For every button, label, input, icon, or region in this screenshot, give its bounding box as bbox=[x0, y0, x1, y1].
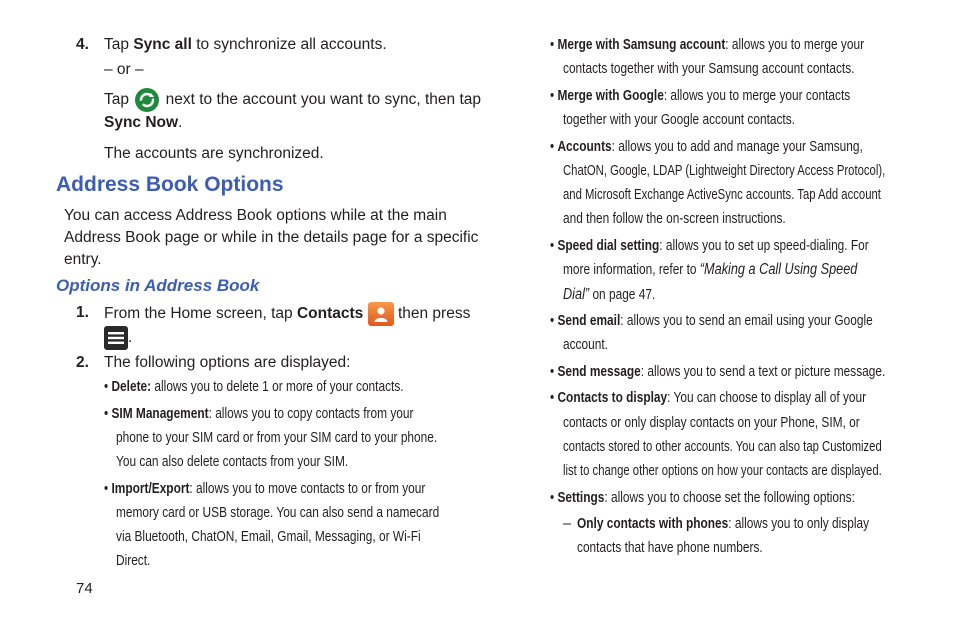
step-2-text: The following options are displayed: bbox=[104, 354, 351, 371]
option-import-export: • Import/Export: allows you to move contacts to or from your bbox=[104, 481, 426, 497]
option-merge-samsung: • Merge with Samsung account: allows you to merge your bbox=[550, 37, 865, 53]
option-accounts-line-4: and then follow the on-screen instructions. bbox=[563, 211, 786, 227]
contacts-term: Contacts bbox=[296, 305, 364, 323]
option-sim-management-line-3: You can also delete contacts from your SIM. bbox=[116, 454, 349, 470]
step-4-text: Tap Sync all to synchronize all accounts. bbox=[104, 36, 387, 53]
contacts-icon bbox=[368, 302, 394, 326]
page-number: 74 bbox=[76, 580, 93, 597]
option-contacts-to-display-line-3: contacts stored to other accounts. You can also tap Customized bbox=[563, 439, 882, 455]
sub-option-only-contacts-with-phones: Only contacts with phones: allows you to only display bbox=[577, 516, 870, 532]
option-import-export-line-3: via Bluetooth, ChatON, Email, Gmail, Messaging, or Wi-Fi bbox=[116, 529, 421, 545]
option-merge-samsung-line-2: contacts together with your Samsung account contacts. bbox=[563, 61, 855, 77]
step-1-text: From the Home screen, tap Contacts then press bbox=[104, 302, 470, 326]
menu-key-line: . bbox=[104, 326, 132, 350]
menu-key-icon bbox=[104, 326, 128, 350]
option-import-export-line-4: Direct. bbox=[116, 553, 151, 569]
option-speed-dial-line-3: Dial” on page 47. bbox=[563, 286, 656, 303]
option-delete: • Delete: allows you to delete 1 or more of your contacts. bbox=[104, 379, 404, 395]
option-speed-dial-line-2: more information, refer to “Making a Call Using Speed bbox=[563, 261, 858, 278]
option-accounts: • Accounts: allows you to add and manage your Samsung, bbox=[550, 139, 863, 155]
step-2-number: 2. bbox=[76, 354, 89, 371]
sub-option-dash: – bbox=[563, 516, 572, 532]
sync-icon bbox=[135, 88, 159, 112]
option-import-export-line-2: memory card or USB storage. You can also send a namecard bbox=[116, 505, 440, 521]
synced-text: The accounts are synchronized. bbox=[104, 145, 324, 162]
intro-line-1: You can access Address Book options while at the main bbox=[64, 207, 447, 224]
option-settings: • Settings: allows you to choose set the following options: bbox=[550, 490, 855, 506]
option-speed-dial: • Speed dial setting: allows you to set up speed-dialing. For bbox=[550, 238, 869, 254]
page-heading: Address Book Options bbox=[56, 173, 284, 196]
sync-all-term: Sync all bbox=[133, 36, 192, 53]
sync-now-term: Sync Now bbox=[104, 114, 179, 131]
step-4 bbox=[76, 35, 89, 55]
section-subheading: Options in Address Book bbox=[56, 276, 260, 295]
cross-reference[interactable]: “Making a Call Using Speed bbox=[699, 261, 858, 278]
sub-option-only-contacts-with-phones-line-2: contacts that have phone numbers. bbox=[577, 540, 763, 556]
option-accounts-line-2: ChatON, Google, LDAP (Lightweight Directory Access Protocol), bbox=[563, 163, 886, 179]
option-accounts-line-3: and Microsoft Exchange ActiveSync accounts. Tap Add account bbox=[563, 187, 881, 203]
or-separator: – or – bbox=[104, 61, 144, 78]
option-sim-management-line-2: phone to your SIM card or from your SIM card to your phone. bbox=[116, 430, 438, 446]
option-sim-management: • SIM Management: allows you to copy contacts from your bbox=[104, 406, 414, 422]
option-send-message: • Send message: allows you to send a text or picture message. bbox=[550, 364, 886, 380]
option-contacts-to-display-line-2: contacts or only display contacts on your Phone, SIM, or bbox=[563, 415, 860, 431]
option-contacts-to-display: • Contacts to display: You can choose to display all of your bbox=[550, 390, 867, 406]
option-merge-google: • Merge with Google: allows you to merge your contacts bbox=[550, 88, 851, 104]
option-merge-google-line-2: together with your Google account contacts. bbox=[563, 112, 795, 128]
step-1-number: 1. bbox=[76, 304, 89, 321]
step-4-alt-text: Tap next to the account you want to sync, then tap bbox=[104, 88, 481, 112]
option-send-email: • Send email: allows you to send an email using your Google bbox=[550, 313, 873, 329]
option-send-email-line-2: account. bbox=[563, 337, 608, 353]
intro-line-2: Address Book page or while in the details page for a specific bbox=[64, 229, 479, 246]
sync-now-line: Sync Now. bbox=[104, 114, 183, 131]
intro-line-3: entry. bbox=[64, 251, 102, 268]
step-number: 4. bbox=[76, 36, 89, 53]
option-contacts-to-display-line-4: list to change other options on how your contacts are displayed. bbox=[563, 463, 882, 479]
